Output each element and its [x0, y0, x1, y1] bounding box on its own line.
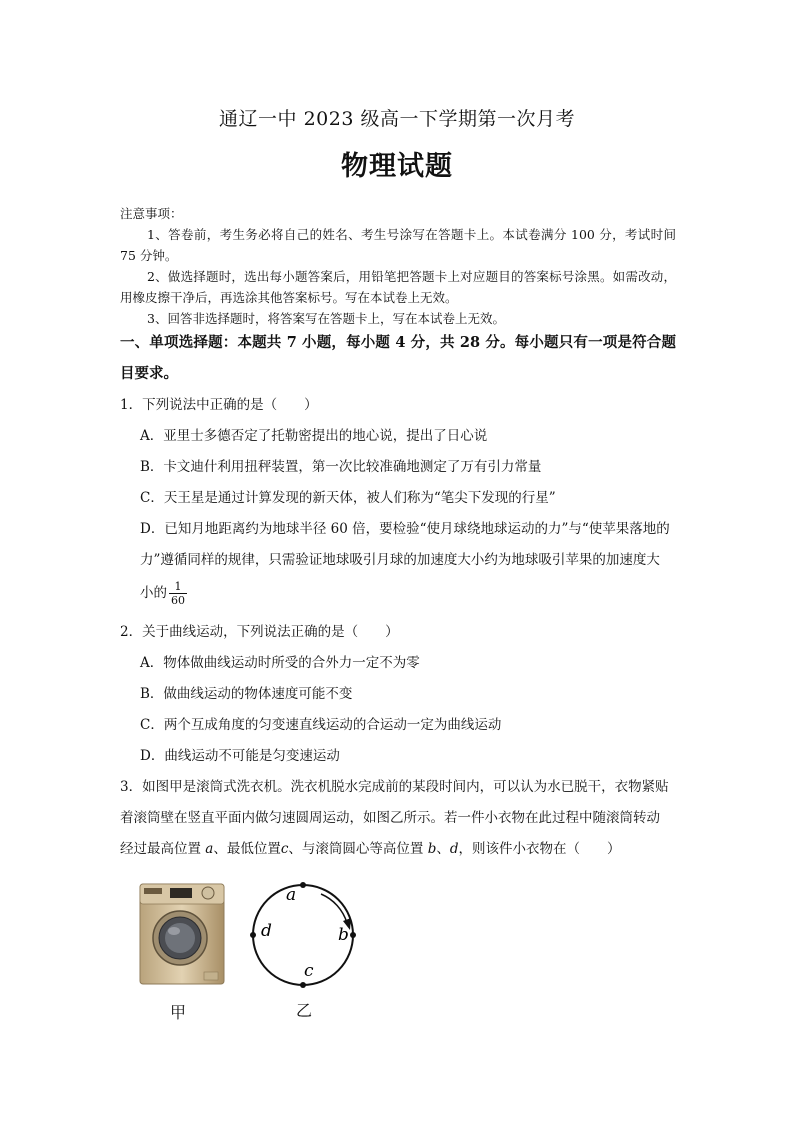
q3-pos-c: c — [280, 841, 289, 857]
notice-heading: 注意事项： — [120, 206, 183, 221]
notice-item-3: 3、回答非选择题时，将答案写在答题卡上，写在本试卷上无效。 — [147, 311, 505, 326]
label-c: c — [304, 961, 314, 981]
point-c-dot — [300, 982, 306, 988]
drum — [165, 923, 195, 953]
q1-option-c: C．天王星是通过计算发现的新天体，被人们称为“笔尖下发现的行星” — [140, 490, 556, 506]
drum-circle-figure — [246, 880, 364, 992]
figure-caption-yi: 乙 — [296, 1001, 313, 1020]
q1-option-b: B．卡文迪什利用扭秤装置，第一次比较准确地测定了万有引力常量 — [140, 459, 542, 475]
q3-text-3: 、与滚筒圆心等高位置 — [288, 841, 428, 857]
label-b: b — [338, 925, 349, 945]
display-screen — [170, 888, 192, 898]
q3-text-4: 、 — [436, 841, 450, 857]
q2-stem: 2．关于曲线运动，下列说法正确的是（ ） — [120, 624, 399, 640]
fraction-denominator: 60 — [171, 594, 185, 607]
fraction-numerator: 1 — [169, 580, 187, 594]
q2-option-a: A．物体做曲线运动时所受的合外力一定不为零 — [140, 655, 420, 671]
section-heading: 一、单项选择题：本题共 7 小题，每小题 4 分，共 28 分。每小题只有一项是符合题目要求。 — [120, 334, 676, 382]
q2-option-b: B．做曲线运动的物体速度可能不变 — [140, 686, 353, 702]
dial-knob — [202, 887, 214, 899]
q3-pos-b: b — [427, 841, 437, 857]
point-b-dot — [350, 932, 356, 938]
figure-caption-jia: 甲 — [170, 1003, 187, 1022]
q2-option-c: C．两个互成角度的匀变速直线运动的合运动一定为曲线运动 — [140, 717, 502, 733]
q3-pos-a: a — [205, 841, 214, 857]
q1-option-d-text: 小的 — [140, 585, 167, 601]
subject-title: 物理试题 — [341, 151, 453, 182]
q1-option-a: A．亚里士多德否定了托勒密提出的地心说，提出了日心说 — [140, 428, 488, 444]
fraction — [169, 580, 187, 607]
q1-option-d-line3 — [140, 578, 676, 609]
notice-item-1: 1、答卷前，考生务必将自己的姓名、考生号涂写在答题卡上。本试卷满分 100 分，考试时间 75 分钟。 — [120, 227, 676, 263]
label-a: a — [286, 885, 297, 905]
glass-highlight — [168, 927, 180, 935]
q1-stem: 1．下列说法中正确的是（ ） — [120, 397, 318, 413]
notice-item-2: 2、做选择题时，选出每小题答案后，用铅笔把答题卡上对应题目的答案标号涂黑。如需改动，用橡皮擦干净后，再选涂其他答案标号。写在本试卷上无效。 — [120, 269, 676, 305]
q3-line3 — [120, 834, 676, 865]
label-d: d — [261, 921, 272, 941]
filter-cover — [204, 972, 218, 980]
point-a-dot — [300, 882, 306, 888]
q3-text-1: 经过最高位置 — [120, 841, 206, 857]
exam-title: 通辽一中 2023 级高一下学期第一次月考 — [219, 108, 575, 130]
rotation-arc — [321, 894, 347, 923]
detergent-drawer — [144, 888, 162, 894]
q3-text-5: ，则该件小衣物在（ ） — [458, 841, 621, 857]
q3-line2: 着滚筒壁在竖直平面内做匀速圆周运动，如图乙所示。若一件小衣物在此过程中随滚筒转动 — [120, 810, 660, 826]
q1-option-d-line2: 力”遵循同样的规律，只需验证地球吸引月球的加速度大小约为地球吸引苹果的加速度大 — [140, 552, 660, 568]
point-d-dot — [250, 932, 256, 938]
notice-block — [120, 203, 676, 329]
washing-machine-figure — [134, 878, 230, 990]
q3-line1: 3．如图甲是滚筒式洗衣机。洗衣机脱水完成前的某段时间内，可以认为水已脱干，衣物紧贴 — [120, 779, 669, 795]
q3-pos-d: d — [449, 841, 459, 857]
q2-option-d: D．曲线运动不可能是匀变速运动 — [140, 748, 340, 764]
q1-option-d-line1: D．已知月地距离约为地球半径 60 倍，要检验“使月球绕地球运动的力”与“使苹果落地的 — [140, 521, 670, 537]
q3-text-2: 、最低位置 — [213, 841, 281, 857]
